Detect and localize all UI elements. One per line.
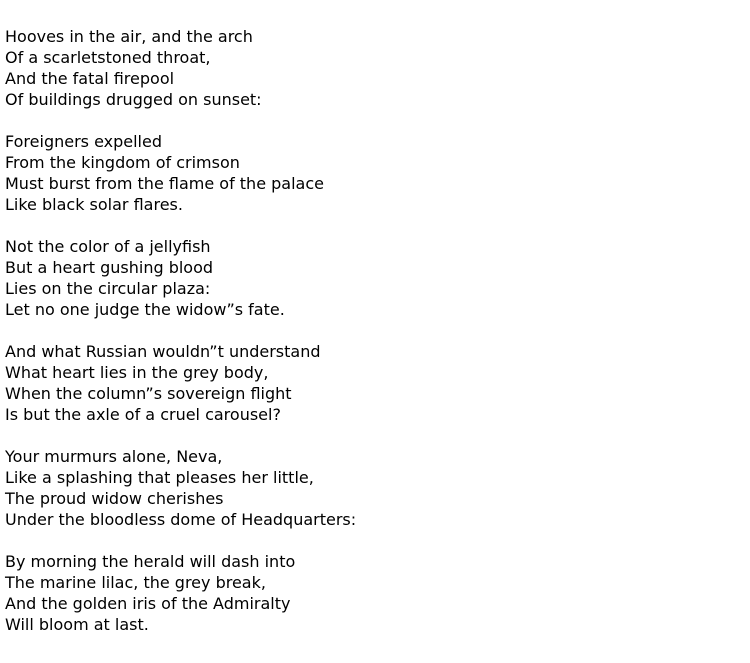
poem-line: The marine lilac, the grey break,	[5, 573, 266, 592]
poem-line: Like black solar flares.	[5, 195, 183, 214]
poem-line: Like a splashing that pleases her little,	[5, 468, 314, 487]
stanza-5	[5, 446, 356, 530]
poem-line: Not the color of a jellyfish	[5, 237, 211, 256]
poem-line: And the fatal firepool	[5, 69, 175, 88]
poem-line: Foreigners expelled	[5, 132, 162, 151]
stanza-4	[5, 341, 356, 425]
stanza-6	[5, 551, 356, 635]
stanza-1	[5, 26, 356, 110]
poem-line: Must burst from the flame of the palace	[5, 174, 324, 193]
poem-line: Lies on the circular plaza:	[5, 279, 211, 298]
poem-line: By morning the herald will dash into	[5, 552, 296, 571]
poem-line: Will bloom at last.	[5, 615, 149, 634]
poem-line: Under the bloodless dome of Headquarters:	[5, 510, 357, 529]
stanza-3	[5, 236, 356, 320]
stanza-2	[5, 131, 356, 215]
poem-line: Of a scarletstoned throat,	[5, 48, 211, 67]
poem-line: When the column”s sovereign flight	[5, 384, 292, 403]
poem-line: Your murmurs alone, Neva,	[5, 447, 223, 466]
poem-line: Is but the axle of a cruel carousel?	[5, 405, 281, 424]
poem-line: What heart lies in the grey body,	[5, 363, 269, 382]
poem-line: And the golden iris of the Admiralty	[5, 594, 291, 613]
poem-line: From the kingdom of crimson	[5, 153, 240, 172]
poem-line: Hooves in the air, and the arch	[5, 27, 253, 46]
poem-line: Let no one judge the widow”s fate.	[5, 300, 285, 319]
poem-line: And what Russian wouldn”t understand	[5, 342, 321, 361]
poem-line: The proud widow cherishes	[5, 489, 224, 508]
poem-line: Of buildings drugged on sunset:	[5, 90, 262, 109]
poem-line: But a heart gushing blood	[5, 258, 214, 277]
poem-text	[5, 26, 356, 656]
